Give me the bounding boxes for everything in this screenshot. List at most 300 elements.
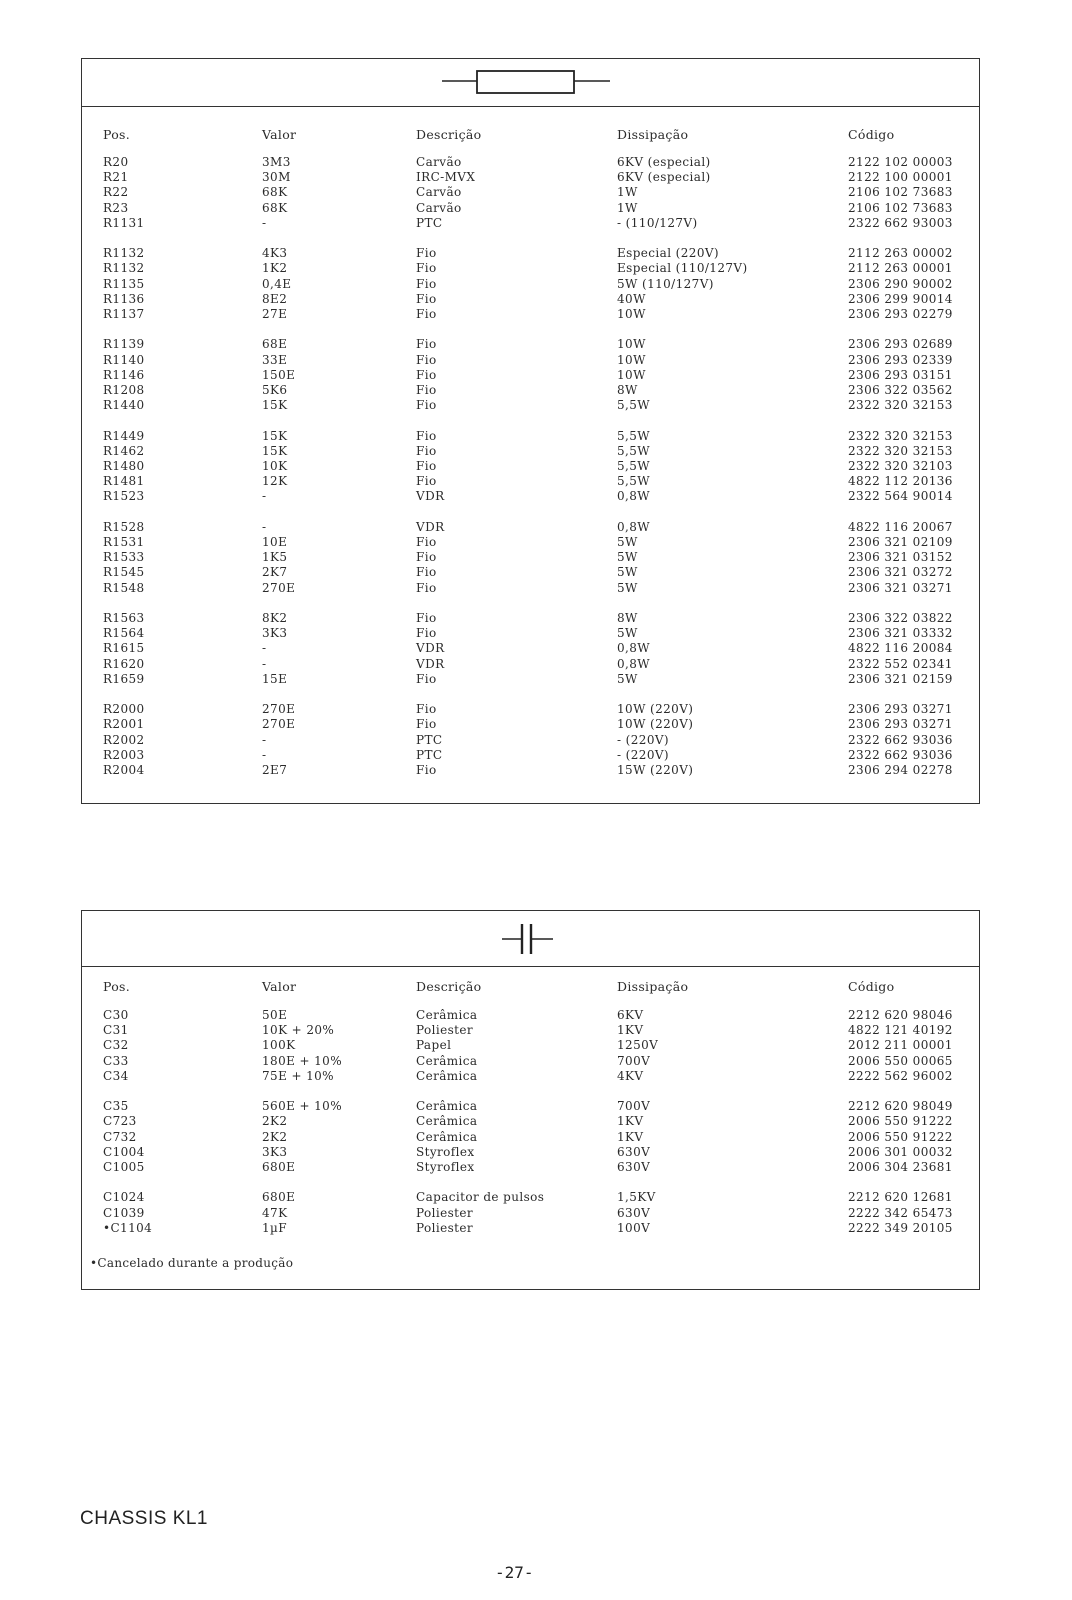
cell-dissipacao: 1KV xyxy=(617,1114,644,1129)
capacitor-symbol-icon xyxy=(82,911,978,965)
table-row xyxy=(82,611,979,626)
cell-codigo: 2212 620 98049 xyxy=(848,1099,953,1114)
cell-pos: R20 xyxy=(103,155,129,169)
cell-descricao: Poliester xyxy=(416,1220,474,1235)
cell-descricao: Fio xyxy=(416,702,437,717)
table-row xyxy=(82,1008,979,1023)
cell-valor: 50E xyxy=(262,1008,288,1022)
cell-descricao: Fio xyxy=(416,443,437,458)
cell-codigo: 2122 100 00001 xyxy=(848,170,953,185)
cell-codigo: 2006 301 00032 xyxy=(848,1144,953,1159)
cell-pos: R23 xyxy=(103,200,129,215)
cell-dissipacao: 5,5W xyxy=(617,443,651,458)
cell-dissipacao: 8W xyxy=(617,611,638,625)
cell-descricao: Cerâmica xyxy=(416,1129,478,1144)
cell-descricao: Fio xyxy=(416,367,437,382)
cell-codigo: 2006 304 23681 xyxy=(848,1160,953,1174)
table-row xyxy=(82,429,979,444)
cell-valor: - xyxy=(262,215,267,230)
cell-codigo: 2322 662 93036 xyxy=(848,732,953,747)
cell-pos: C732 xyxy=(103,1129,137,1144)
cell-pos: R1548 xyxy=(103,580,145,595)
cell-descricao: Poliester xyxy=(416,1205,474,1220)
table-row xyxy=(82,641,979,656)
cell-descricao: Fio xyxy=(416,307,437,321)
cell-pos: C32 xyxy=(103,1038,129,1053)
cell-dissipacao: 6KV xyxy=(617,1008,644,1022)
cell-dissipacao: 5,5W xyxy=(617,398,651,413)
cell-dissipacao: 5W xyxy=(617,535,638,549)
table-row xyxy=(82,535,979,550)
table-row xyxy=(82,185,979,200)
cell-valor: 270E xyxy=(262,580,296,595)
cell-pos: R1440 xyxy=(103,398,145,413)
header-dissipacao: Dissipação xyxy=(617,979,689,994)
table-row xyxy=(82,1206,979,1221)
table-row xyxy=(82,1190,979,1205)
cell-codigo: 2306 321 03152 xyxy=(848,550,953,565)
cell-pos: R1659 xyxy=(103,671,145,686)
resistor-table xyxy=(81,58,980,804)
cell-pos: C723 xyxy=(103,1114,137,1129)
table-row xyxy=(82,1069,979,1084)
cell-descricao: PTC xyxy=(416,732,443,747)
cell-codigo: 2306 293 03271 xyxy=(848,717,953,732)
resistor-symbol-band xyxy=(82,59,979,107)
cell-pos: R1208 xyxy=(103,383,145,397)
table-row xyxy=(82,246,979,261)
cell-dissipacao: 700V xyxy=(617,1053,651,1068)
cell-dissipacao: 1KV xyxy=(617,1129,644,1144)
cell-codigo: 2306 321 03271 xyxy=(848,580,953,595)
cell-codigo: 2322 564 90014 xyxy=(848,489,953,504)
cell-dissipacao: 10W xyxy=(617,352,646,367)
cell-dissipacao: 1W xyxy=(617,185,638,200)
cell-codigo: 2306 293 02689 xyxy=(848,337,953,352)
cell-descricao: Cerâmica xyxy=(416,1114,478,1129)
cell-codigo: 2306 293 03271 xyxy=(848,702,953,717)
cell-dissipacao: 630V xyxy=(617,1144,651,1159)
cell-dissipacao: 5W (110/127V) xyxy=(617,276,714,291)
cell-valor: 270E xyxy=(262,702,296,717)
table-row xyxy=(82,368,979,383)
cell-dissipacao: 0,8W xyxy=(617,489,651,504)
cell-pos: R1563 xyxy=(103,611,145,625)
cell-descricao: VDR xyxy=(416,641,445,656)
cell-codigo: 2012 211 00001 xyxy=(848,1038,953,1053)
table-row xyxy=(82,489,979,504)
table-row xyxy=(82,292,979,307)
cell-valor: 2K2 xyxy=(262,1114,288,1129)
cell-codigo: 2322 662 93003 xyxy=(848,215,953,230)
table-row xyxy=(82,1099,979,1114)
cell-dissipacao: 10W xyxy=(617,367,646,382)
cell-dissipacao: 5,5W xyxy=(617,474,651,489)
cell-codigo: 4822 112 20136 xyxy=(848,474,953,489)
cell-pos: R1528 xyxy=(103,519,145,534)
cell-dissipacao: 1W xyxy=(617,200,638,215)
cell-descricao: Styroflex xyxy=(416,1144,475,1159)
cell-descricao: Fio xyxy=(416,246,437,261)
table-row xyxy=(82,1130,979,1145)
cell-descricao: VDR xyxy=(416,656,445,671)
cell-dissipacao: 100V xyxy=(617,1220,651,1235)
table-row xyxy=(82,1038,979,1053)
cell-pos: R1531 xyxy=(103,535,145,549)
cell-pos: •C1104 xyxy=(103,1220,153,1235)
cell-pos: R1564 xyxy=(103,626,145,641)
cell-pos: C1039 xyxy=(103,1205,145,1220)
cell-codigo: 2306 293 03151 xyxy=(848,367,953,382)
cell-codigo: 2122 102 00003 xyxy=(848,155,953,169)
cell-pos: R1449 xyxy=(103,428,145,443)
cell-codigo: 2006 550 00065 xyxy=(848,1053,953,1068)
cell-dissipacao: 5,5W xyxy=(617,428,651,443)
table-row xyxy=(82,1054,979,1069)
cell-pos: R1620 xyxy=(103,656,145,671)
cell-pos: R2001 xyxy=(103,717,145,732)
cell-descricao: Fio xyxy=(416,671,437,686)
cell-pos: R2004 xyxy=(103,763,145,777)
cell-descricao: Fio xyxy=(416,535,437,549)
cell-valor: 10K + 20% xyxy=(262,1023,335,1038)
cell-valor: 1µF xyxy=(262,1220,287,1235)
cell-descricao: Carvão xyxy=(416,185,462,200)
cell-codigo: 4822 116 20084 xyxy=(848,641,953,656)
cell-descricao: PTC xyxy=(416,747,443,762)
cell-pos: R1533 xyxy=(103,550,145,565)
cell-dissipacao: 6KV (especial) xyxy=(617,155,711,169)
cell-descricao: Capacitor de pulsos xyxy=(416,1190,545,1205)
cell-descricao: Fio xyxy=(416,261,437,276)
page-number: -27- xyxy=(495,1563,534,1582)
cell-valor: 15K xyxy=(262,443,288,458)
cell-dissipacao: 5W xyxy=(617,626,638,641)
table-row xyxy=(82,155,979,170)
cell-valor: 2K7 xyxy=(262,565,288,580)
table-row xyxy=(82,277,979,292)
cell-dissipacao: 10W (220V) xyxy=(617,717,694,732)
cell-valor: 75E + 10% xyxy=(262,1068,334,1083)
cell-codigo: 2322 320 32153 xyxy=(848,443,953,458)
cell-descricao: Fio xyxy=(416,383,437,397)
cell-pos: R1136 xyxy=(103,291,145,306)
cell-codigo: 2222 342 65473 xyxy=(848,1205,953,1220)
cell-dissipacao: 0,8W xyxy=(617,656,651,671)
cell-pos: C30 xyxy=(103,1008,129,1022)
cell-pos: C31 xyxy=(103,1023,129,1038)
cell-pos: R2000 xyxy=(103,702,145,717)
cell-pos: R1135 xyxy=(103,276,145,291)
header-pos: Pos. xyxy=(103,979,131,994)
table-row xyxy=(82,201,979,216)
cell-descricao: Fio xyxy=(416,565,437,580)
cell-pos: R1545 xyxy=(103,565,145,580)
cell-descricao: Fio xyxy=(416,459,437,473)
cell-valor: 680E xyxy=(262,1190,296,1205)
cell-valor: - xyxy=(262,747,267,762)
capacitor-table xyxy=(81,910,980,1290)
cell-valor: 15K xyxy=(262,428,288,443)
cell-codigo: 2322 320 32153 xyxy=(848,428,953,443)
cell-pos: C34 xyxy=(103,1068,129,1083)
cell-valor: 3K3 xyxy=(262,1144,288,1159)
cell-codigo: 2006 550 91222 xyxy=(848,1114,953,1129)
header-pos: Pos. xyxy=(103,127,131,142)
header-valor: Valor xyxy=(262,127,297,142)
cell-valor: - xyxy=(262,519,267,534)
cell-valor: 2E7 xyxy=(262,763,288,777)
cell-dissipacao: 40W xyxy=(617,291,646,306)
cell-codigo: 2322 552 02341 xyxy=(848,656,953,671)
cell-descricao: Fio xyxy=(416,428,437,443)
cell-valor: 150E xyxy=(262,367,296,382)
cell-dissipacao: 630V xyxy=(617,1160,651,1174)
cell-dissipacao: Especial (110/127V) xyxy=(617,261,748,276)
cell-codigo: 2006 550 91222 xyxy=(848,1129,953,1144)
cell-pos: R1132 xyxy=(103,261,145,276)
cell-codigo: 2306 321 02159 xyxy=(848,671,953,686)
cell-dissipacao: 1250V xyxy=(617,1038,659,1053)
cell-valor: 12K xyxy=(262,474,288,489)
cell-pos: R1132 xyxy=(103,246,145,261)
cell-descricao: Fio xyxy=(416,291,437,306)
cell-valor: 560E + 10% xyxy=(262,1099,343,1114)
cell-pos: R1615 xyxy=(103,641,145,656)
table-row xyxy=(82,444,979,459)
cell-valor: 30M xyxy=(262,170,291,185)
cell-valor: 68E xyxy=(262,337,288,352)
cell-dissipacao: 1,5KV xyxy=(617,1190,656,1205)
cell-dissipacao: 15W (220V) xyxy=(617,763,694,777)
header-valor: Valor xyxy=(262,979,297,994)
table-row xyxy=(82,353,979,368)
cell-valor: 680E xyxy=(262,1160,296,1174)
cell-codigo: 2306 293 02279 xyxy=(848,307,953,321)
table-row xyxy=(82,261,979,276)
cell-descricao: Cerâmica xyxy=(416,1099,478,1114)
cell-dissipacao: 5W xyxy=(617,580,638,595)
cell-descricao: Cerâmica xyxy=(416,1008,478,1022)
cell-dissipacao: 10W xyxy=(617,337,646,352)
cell-valor: 8E2 xyxy=(262,291,288,306)
header-codigo: Código xyxy=(848,979,895,994)
footnote: •Cancelado durante a produção xyxy=(90,1256,294,1270)
table-row xyxy=(82,1221,979,1236)
cell-codigo: 2306 321 03332 xyxy=(848,626,953,641)
cell-descricao: Styroflex xyxy=(416,1160,475,1174)
cell-descricao: Papel xyxy=(416,1038,452,1053)
cell-descricao: VDR xyxy=(416,489,445,504)
table-row xyxy=(82,657,979,672)
cell-valor: 8K2 xyxy=(262,611,288,625)
cell-dissipacao: 5W xyxy=(617,565,638,580)
cell-dissipacao: 8W xyxy=(617,383,638,397)
table-row xyxy=(82,383,979,398)
cell-valor: 68K xyxy=(262,200,288,215)
table-row xyxy=(82,216,979,231)
cell-codigo: 2306 322 03822 xyxy=(848,611,953,625)
cell-pos: R1462 xyxy=(103,443,145,458)
cell-dissipacao: 4KV xyxy=(617,1068,644,1083)
cell-descricao: PTC xyxy=(416,215,443,230)
table-row xyxy=(82,337,979,352)
cell-pos: R22 xyxy=(103,185,129,200)
cell-valor: 4K3 xyxy=(262,246,288,261)
cell-descricao: Cerâmica xyxy=(416,1068,478,1083)
cell-codigo: 2306 290 90002 xyxy=(848,276,953,291)
cell-pos: C33 xyxy=(103,1053,129,1068)
cell-descricao: VDR xyxy=(416,519,445,534)
cell-valor: 3M3 xyxy=(262,155,291,169)
cell-codigo: 2322 320 32103 xyxy=(848,459,953,473)
table-row xyxy=(82,717,979,732)
cell-valor: 33E xyxy=(262,352,288,367)
header-codigo: Código xyxy=(848,127,895,142)
header-descricao: Descrição xyxy=(416,127,482,142)
cell-valor: - xyxy=(262,641,267,656)
table-row xyxy=(82,1160,979,1175)
cell-descricao: Fio xyxy=(416,398,437,413)
cell-valor: 15K xyxy=(262,398,288,413)
cell-dissipacao: 5W xyxy=(617,671,638,686)
cell-valor: 68K xyxy=(262,185,288,200)
cell-dissipacao: 5W xyxy=(617,550,638,565)
table-row xyxy=(82,672,979,687)
cell-pos: R21 xyxy=(103,170,129,185)
cell-codigo: 2222 562 96002 xyxy=(848,1068,953,1083)
table-row xyxy=(82,170,979,185)
chassis-label: CHASSIS KL1 xyxy=(80,1508,208,1529)
table-row xyxy=(82,520,979,535)
cell-codigo: 2106 102 73683 xyxy=(848,185,953,200)
cell-pos: R2003 xyxy=(103,747,145,762)
cell-dissipacao: 10W (220V) xyxy=(617,702,694,717)
cell-valor: 2K2 xyxy=(262,1129,288,1144)
table-row xyxy=(82,459,979,474)
cell-codigo: 2306 299 90014 xyxy=(848,291,953,306)
cell-descricao: Cerâmica xyxy=(416,1053,478,1068)
table-row xyxy=(82,626,979,641)
cell-valor: 47K xyxy=(262,1205,288,1220)
cell-dissipacao: - (110/127V) xyxy=(617,215,698,230)
table-row xyxy=(82,1145,979,1160)
cell-dissipacao: 0,8W xyxy=(617,519,651,534)
cell-dissipacao: 5,5W xyxy=(617,459,651,473)
cell-valor: 180E + 10% xyxy=(262,1053,343,1068)
header-descricao: Descrição xyxy=(416,979,482,994)
cell-descricao: Poliester xyxy=(416,1023,474,1038)
cell-pos: R1481 xyxy=(103,474,145,489)
cell-valor: 1K5 xyxy=(262,550,288,565)
cell-descricao: Fio xyxy=(416,276,437,291)
cell-valor: 10K xyxy=(262,459,288,473)
cell-codigo: 2106 102 73683 xyxy=(848,200,953,215)
cell-dissipacao: 630V xyxy=(617,1205,651,1220)
cell-pos: R1131 xyxy=(103,215,145,230)
cell-pos: R2002 xyxy=(103,732,145,747)
cell-pos: C35 xyxy=(103,1099,129,1114)
cell-valor: 15E xyxy=(262,671,288,686)
cell-pos: R1523 xyxy=(103,489,145,504)
cell-codigo: 2306 321 02109 xyxy=(848,535,953,549)
cell-valor: 10E xyxy=(262,535,288,549)
cell-codigo: 2222 349 20105 xyxy=(848,1220,953,1235)
table-row xyxy=(82,702,979,717)
cell-valor: - xyxy=(262,732,267,747)
cell-descricao: Carvão xyxy=(416,155,462,169)
table-row xyxy=(82,550,979,565)
cell-codigo: 2306 294 02278 xyxy=(848,763,953,777)
table-row xyxy=(82,733,979,748)
table-row xyxy=(82,565,979,580)
table-row xyxy=(82,307,979,322)
table-row xyxy=(82,581,979,596)
table-row xyxy=(82,763,979,778)
cell-descricao: Fio xyxy=(416,337,437,352)
cell-descricao: Fio xyxy=(416,352,437,367)
cell-pos: R1139 xyxy=(103,337,145,352)
cell-dissipacao: 0,8W xyxy=(617,641,651,656)
cell-valor: 0,4E xyxy=(262,276,292,291)
cell-dissipacao: Especial (220V) xyxy=(617,246,719,261)
cell-valor: 1K2 xyxy=(262,261,288,276)
cell-codigo: 2322 320 32153 xyxy=(848,398,953,413)
cell-pos: R1480 xyxy=(103,459,145,473)
cell-dissipacao: 10W xyxy=(617,307,646,321)
capacitor-symbol-band xyxy=(82,911,979,967)
cell-descricao: Fio xyxy=(416,611,437,625)
table-row xyxy=(82,1023,979,1038)
cell-pos: R1146 xyxy=(103,367,145,382)
cell-dissipacao: - (220V) xyxy=(617,747,670,762)
cell-dissipacao: 700V xyxy=(617,1099,651,1114)
cell-descricao: Fio xyxy=(416,474,437,489)
cell-dissipacao: - (220V) xyxy=(617,732,670,747)
cell-descricao: Fio xyxy=(416,717,437,732)
table-row xyxy=(82,474,979,489)
cell-codigo: 2306 293 02339 xyxy=(848,352,953,367)
cell-descricao: Fio xyxy=(416,550,437,565)
cell-descricao: Fio xyxy=(416,626,437,641)
cell-codigo: 2306 321 03272 xyxy=(848,565,953,580)
cell-codigo: 2212 620 12681 xyxy=(848,1190,953,1205)
cell-pos: C1024 xyxy=(103,1190,145,1205)
cell-valor: - xyxy=(262,656,267,671)
cell-codigo: 4822 121 40192 xyxy=(848,1023,953,1038)
cell-valor: 27E xyxy=(262,307,288,321)
cell-valor: 100K xyxy=(262,1038,296,1053)
cell-descricao: Fio xyxy=(416,580,437,595)
cell-valor: - xyxy=(262,489,267,504)
cell-descricao: Fio xyxy=(416,763,437,777)
cell-codigo: 2212 620 98046 xyxy=(848,1008,953,1022)
cell-valor: 5K6 xyxy=(262,383,288,397)
cell-codigo: 4822 116 20067 xyxy=(848,519,953,534)
cell-codigo: 2112 263 00001 xyxy=(848,261,953,276)
cell-valor: 3K3 xyxy=(262,626,288,641)
cell-pos: C1005 xyxy=(103,1160,145,1174)
cell-codigo: 2322 662 93036 xyxy=(848,747,953,762)
cell-pos: R1140 xyxy=(103,352,145,367)
cell-dissipacao: 6KV (especial) xyxy=(617,170,711,185)
cell-pos: C1004 xyxy=(103,1144,145,1159)
cell-descricao: IRC-MVX xyxy=(416,170,476,185)
cell-descricao: Carvão xyxy=(416,200,462,215)
table-row xyxy=(82,398,979,413)
cell-valor: 270E xyxy=(262,717,296,732)
table-row xyxy=(82,1114,979,1129)
